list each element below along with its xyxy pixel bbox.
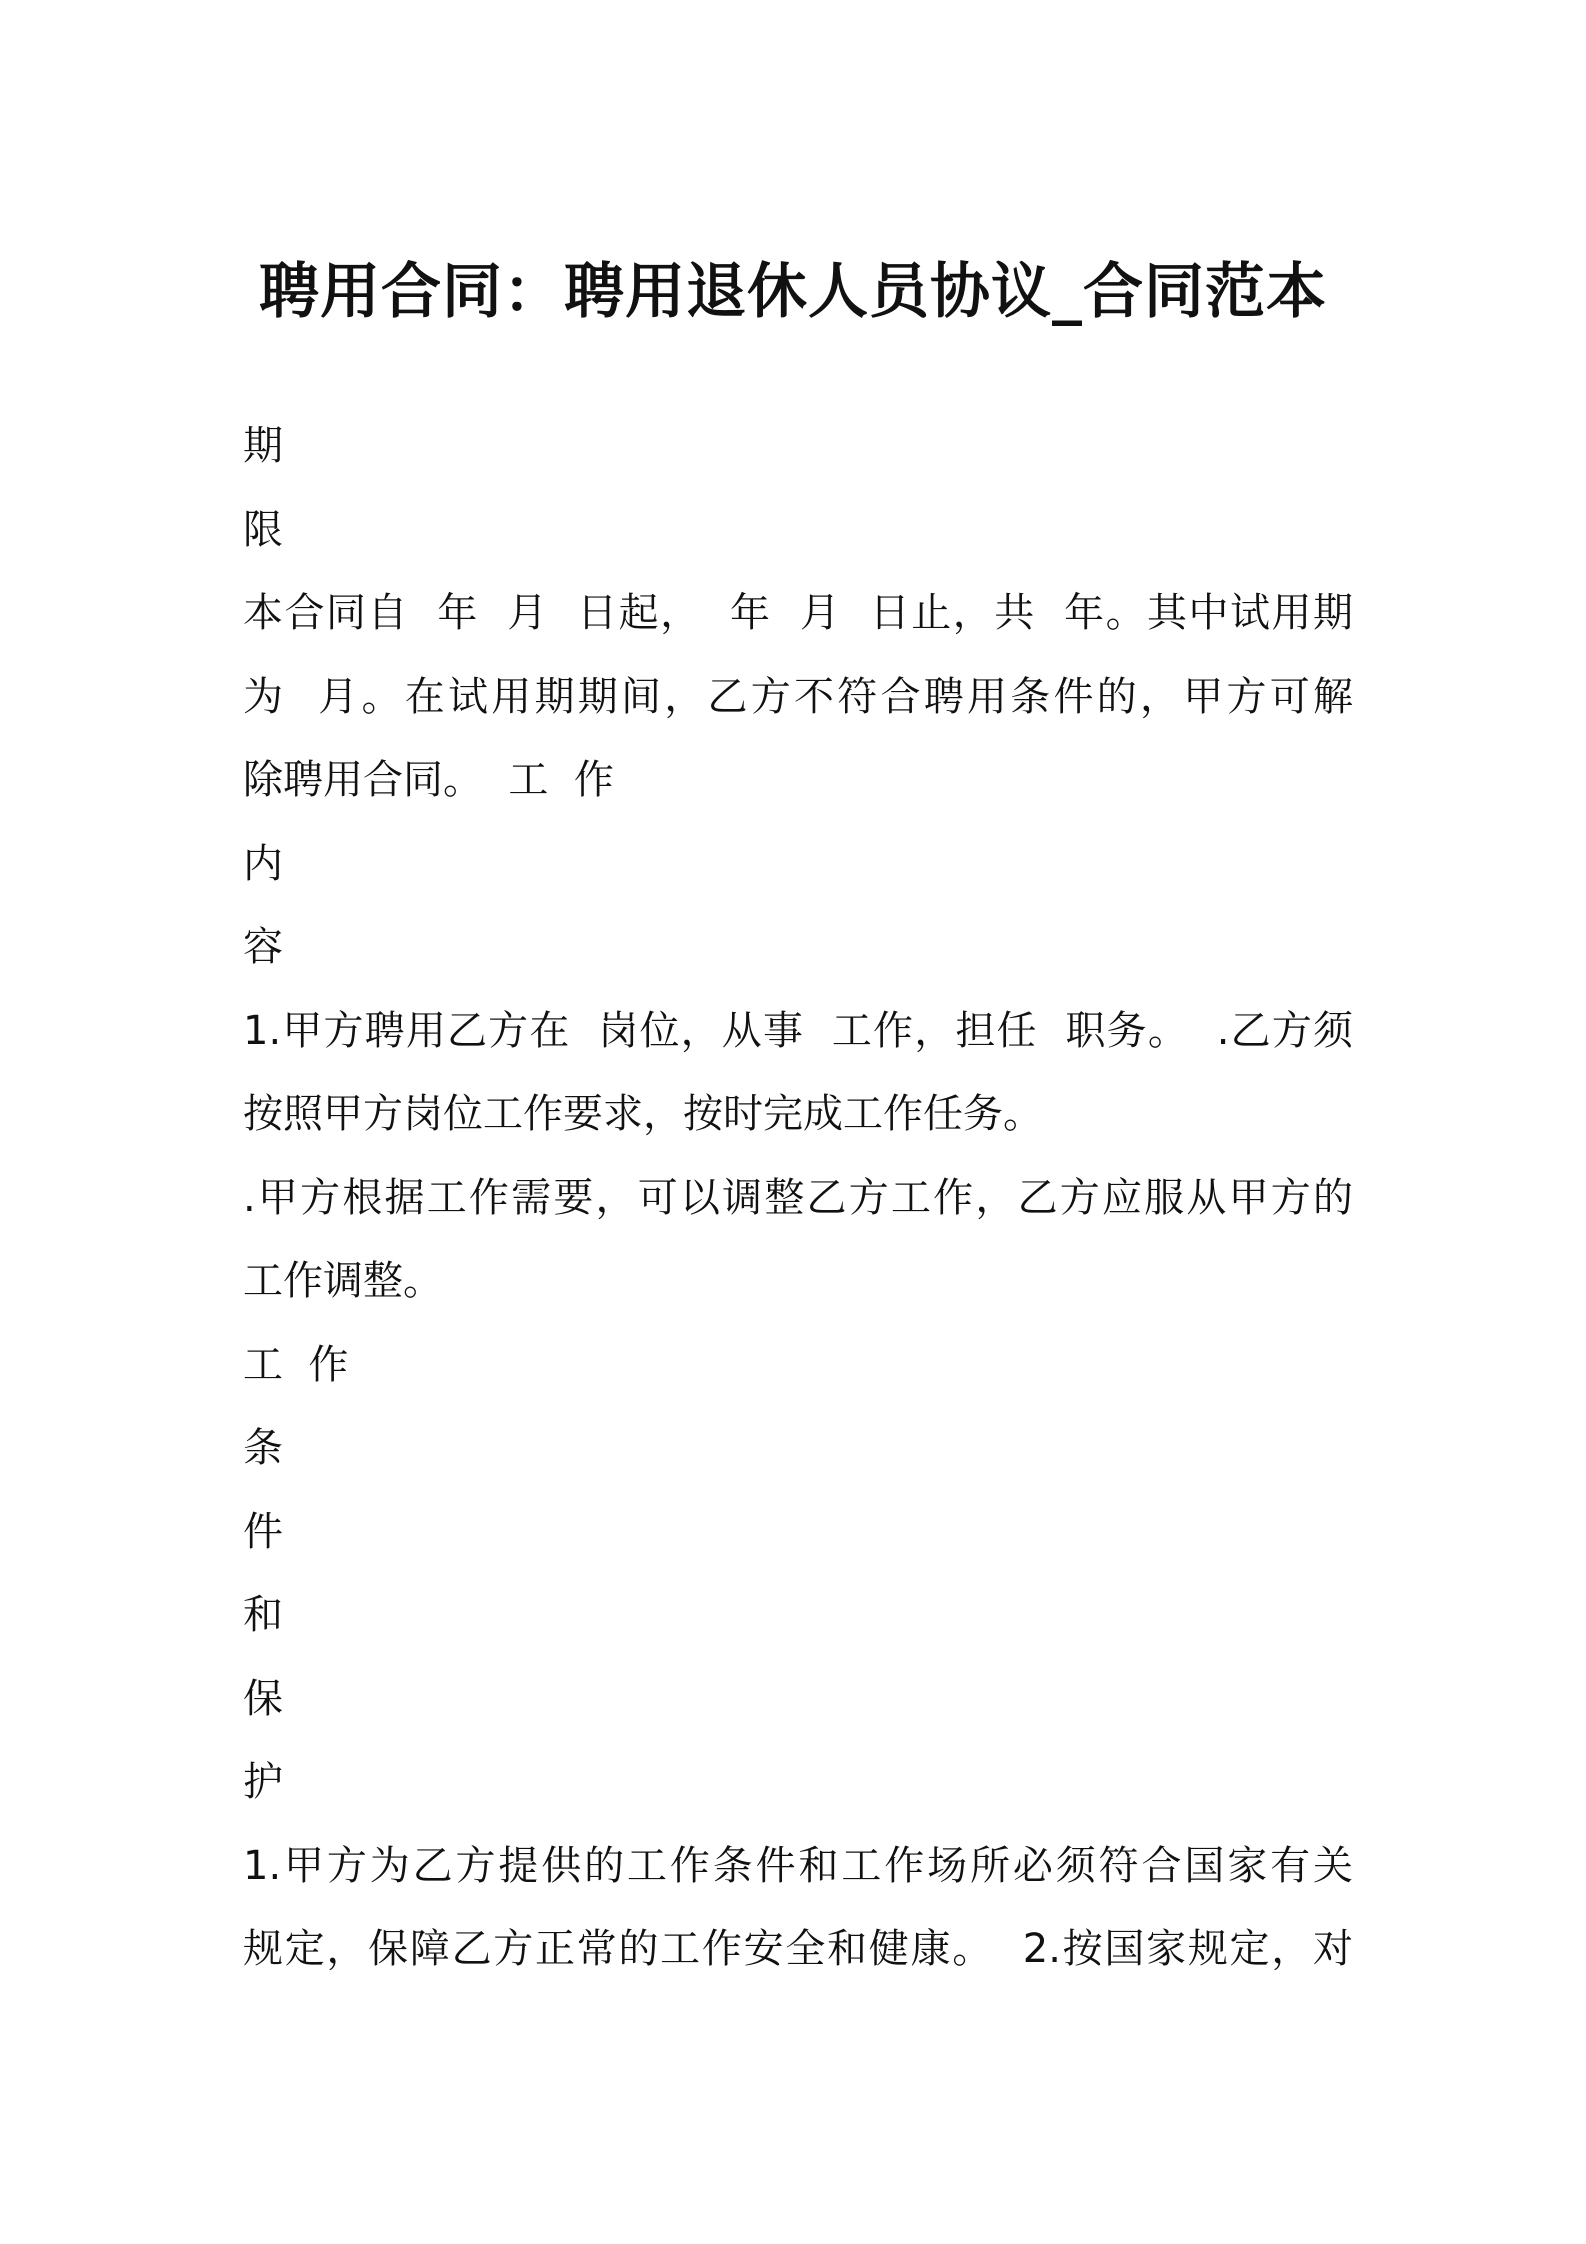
document-title: 聘用合同：聘用退休人员协议_合同范本: [259, 257, 1327, 327]
body-line: 工 作: [243, 1341, 349, 1388]
body-line: 工作调整。: [243, 1258, 443, 1304]
body-line: 条: [243, 1425, 283, 1471]
body-line: 保: [243, 1675, 283, 1722]
body-line: 护: [243, 1759, 283, 1805]
body-line: 1.甲方聘用乙方在 岗位，从事 工作，担任 职务。 .乙方须: [243, 1007, 1353, 1054]
body-line: .甲方根据工作需要，可以调整乙方工作，乙方应服从甲方的: [243, 1174, 1353, 1221]
body-line: 限: [243, 506, 283, 553]
body-line: 和: [243, 1592, 283, 1638]
body-line: 期: [243, 423, 283, 469]
body-line: 容: [243, 924, 283, 970]
body-line: 除聘用合同。 工 作: [243, 757, 614, 803]
body-line: 规定，保障乙方正常的工作安全和健康。 2.按国家规定，对: [243, 1926, 1353, 1972]
body-line: 件: [243, 1508, 283, 1555]
document-body: [243, 405, 1353, 1992]
body-line: 为 月。在试用期期间，乙方不符合聘用条件的，甲方可解: [243, 673, 1353, 720]
body-line: 内: [243, 840, 283, 887]
body-line: 按照甲方岗位工作要求，按时完成工作任务。: [243, 1091, 1043, 1137]
body-line: 本合同自 年 月 日起， 年 月 日止，共 年。其中试用期: [243, 590, 1353, 636]
body-line: 1.甲方为乙方提供的工作条件和工作场所必须符合国家有关: [243, 1842, 1353, 1889]
